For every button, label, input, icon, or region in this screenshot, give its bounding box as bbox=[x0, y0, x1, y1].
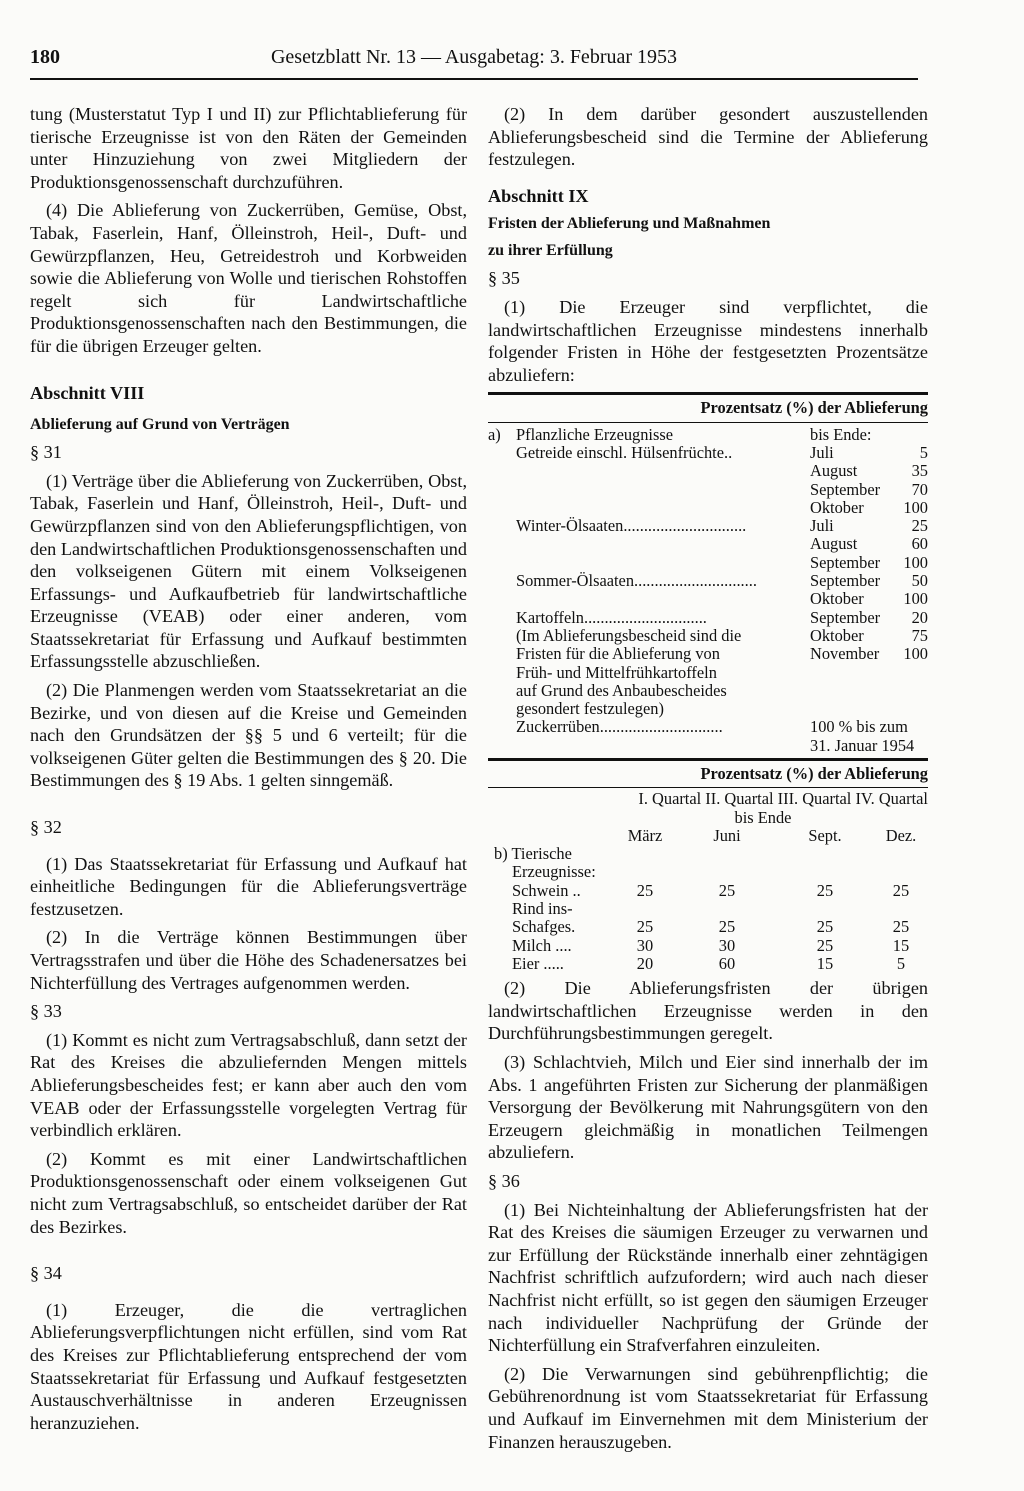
table-row bbox=[488, 937, 928, 955]
row-key bbox=[488, 554, 516, 572]
row-percent: 25 bbox=[911, 516, 928, 536]
paragraph-number: § 36 bbox=[488, 1171, 520, 1191]
row-label: Pflanzliche Erzeugnisse bbox=[516, 425, 674, 444]
row-label: Zuckerrüben bbox=[516, 718, 600, 737]
cell-q1: 25 bbox=[636, 880, 654, 900]
row-label-cell bbox=[516, 664, 802, 682]
table-row bbox=[488, 737, 928, 755]
cell-q3: 25 bbox=[816, 935, 834, 955]
page-number: 180 bbox=[30, 46, 60, 68]
row-leader bbox=[516, 481, 802, 499]
table-body bbox=[488, 882, 928, 973]
row-label-cell bbox=[516, 682, 802, 700]
row-label: Schwein .. bbox=[512, 881, 581, 900]
row-key bbox=[488, 535, 516, 553]
row-term: September bbox=[810, 571, 881, 591]
paragraph-number: § 33 bbox=[30, 1001, 62, 1022]
cell-q2: 25 bbox=[718, 880, 736, 900]
cell-q2: 30 bbox=[718, 935, 736, 955]
row-key bbox=[488, 664, 516, 682]
row-term: August bbox=[810, 461, 858, 481]
table-row bbox=[488, 444, 928, 462]
table-row bbox=[488, 664, 928, 682]
row-percent: 100 bbox=[903, 589, 928, 609]
row-leader: .............................. bbox=[634, 572, 757, 591]
left-column bbox=[30, 103, 467, 1440]
row-label-cell bbox=[516, 499, 802, 517]
right-column bbox=[488, 103, 928, 1459]
section-title: Abschnitt VIII bbox=[30, 382, 145, 403]
row-term: Oktober bbox=[810, 589, 864, 609]
row-key bbox=[488, 609, 516, 627]
table-row bbox=[488, 682, 928, 700]
row-label: Fristen für die Ablieferung von bbox=[516, 645, 720, 664]
row-label: Milch .... bbox=[512, 936, 572, 955]
paragraph: (1) Erzeuger, die die vertraglichen Ablieferungsverpflichtungen nicht erfüllen, sind vom Rat des Kreises zur Pflichtablieferung entsprechend der vom Staatssekretariat für Erfassung und Aufkauf festgesetzten Austauschverhältnisse in anderen Erzeugnissen heranzuziehen. bbox=[30, 1299, 467, 1433]
row-label: Rind ins- bbox=[512, 900, 573, 919]
table-row bbox=[488, 517, 928, 535]
row-key bbox=[488, 499, 516, 517]
row-label: Getreide einschl. Hülsenfrüchte bbox=[516, 443, 724, 462]
row-leader bbox=[673, 426, 802, 444]
row-label: Sommer-Ölsaaten bbox=[516, 572, 635, 591]
row-term: Juli bbox=[810, 516, 834, 536]
paragraph: (1) Kommt es nicht zum Vertragsabschluß, dann setzt der Rat des Kreises die abzuliefernden Mengen mittels Ablieferungsbescheides fest; er kann aber auch den vom VEAB oder der Erfassungsstelle vorgelegten Vertrag für verbindlich erklären. bbox=[30, 1029, 467, 1141]
section-subtitle: Fristen der Ablieferung und Maßnahmen bbox=[488, 215, 771, 233]
table-row bbox=[488, 590, 928, 608]
cell-q2: 60 bbox=[718, 953, 736, 973]
paragraph-number: § 31 bbox=[30, 442, 62, 463]
quarter-header: I. Quartal II. Quartal III. Quartal IV. Quartal bbox=[638, 789, 928, 809]
month-label: Juni bbox=[713, 825, 741, 845]
row-term: 100 % bis zum bbox=[810, 717, 908, 737]
row-term bbox=[802, 700, 900, 718]
row-percent bbox=[900, 426, 928, 444]
table-header: Prozentsatz (%) der Ablieferung bbox=[700, 398, 928, 418]
paragraph: (2) Die Verwarnungen sind gebührenpflichtig; die Gebührenordnung ist vom Staatssekretariat für Erfassung und Aufkauf im Einvernehmen mit dem Ministerium der Finanzen herauszugeben. bbox=[488, 1363, 928, 1452]
row-label-cell bbox=[516, 444, 802, 462]
table-row bbox=[488, 955, 928, 973]
row-leader bbox=[741, 627, 802, 645]
row-key bbox=[488, 444, 516, 462]
row-leader bbox=[516, 737, 802, 755]
row-percent bbox=[900, 664, 928, 682]
row-label-cell bbox=[516, 426, 802, 444]
row-term: Juli bbox=[810, 442, 834, 462]
table-row bbox=[488, 718, 928, 736]
paragraph: (1) Das Staatssekretariat für Erfassung und Aufkauf hat einheitliche Bedingungen für die Ablieferungsverträge festzusetzen. bbox=[30, 853, 467, 919]
paragraph: (1) Verträge über die Ablieferung von Zuckerrüben, Obst, Tabak, Faserlein und Hanf, Ölleinstroh, Heil-, Duft- und Gewürzpflanzen sind von den Ablieferungspflichtigen, von den Landwirtschaftlichen Produktionsgenossenschaften und den volkseigenen Gütern mit einem Volkseigenen Erfassungs- und Aufkaufbetrieb für landwirtschaftliche Erzeugnisse (VEAB) oder einer anderen, vom Staatssekretariat für Erfassung und Aufkauf bestimmten Erfassungsstelle abzuschließen. bbox=[30, 470, 467, 672]
row-key bbox=[488, 481, 516, 499]
paragraph: tung (Musterstatut Typ I und II) zur Pflichtablieferung für tierische Erzeugnisse ist von den Räten der Gemeinden unter Hinzuziehung von zwei Mitgliedern der Produktionsgenossenschaft durchzuführen. bbox=[30, 104, 467, 192]
cell-q4: 5 bbox=[896, 953, 906, 973]
row-leader: .............................. bbox=[583, 608, 707, 627]
row-key: a) bbox=[488, 424, 501, 444]
row-leader bbox=[516, 499, 802, 517]
row-label-cell bbox=[516, 718, 802, 736]
row-key bbox=[488, 737, 516, 755]
cell-q1 bbox=[612, 900, 678, 918]
row-term: November bbox=[810, 644, 880, 664]
row-term: Oktober bbox=[810, 625, 864, 645]
section-subtitle: zu ihrer Erfüllung bbox=[488, 242, 613, 260]
row-term bbox=[802, 664, 900, 682]
b-label: b) Tierische bbox=[494, 844, 572, 864]
table-row bbox=[488, 627, 928, 645]
page-header bbox=[30, 46, 918, 80]
row-percent bbox=[900, 718, 928, 736]
cell-q3: 25 bbox=[816, 917, 834, 937]
month-label: Dez. bbox=[885, 825, 917, 845]
row-term: August bbox=[810, 534, 858, 554]
cell-q4: 15 bbox=[892, 935, 910, 955]
table-row bbox=[488, 609, 928, 627]
row-leader bbox=[664, 700, 802, 718]
table-row bbox=[488, 535, 928, 553]
row-key bbox=[488, 590, 516, 608]
row-key bbox=[488, 700, 516, 718]
months-row bbox=[488, 827, 928, 845]
row-label: Eier ..... bbox=[512, 954, 564, 973]
cell-q1: 20 bbox=[636, 953, 654, 973]
row-label: Früh- und Mittelfrühkartoffeln bbox=[516, 663, 717, 682]
table-row bbox=[488, 700, 928, 718]
row-term: bis Ende: bbox=[810, 424, 872, 444]
paragraph: (1) Die Erzeuger sind verpflichtet, die landwirtschaftlichen Erzeugnisse mindestens innerhalb folgender Fristen in Höhe der festgesetzten Prozentsätze abzuliefern: bbox=[488, 296, 928, 385]
row-label-cell bbox=[516, 554, 802, 572]
row-label-cell bbox=[516, 517, 802, 535]
paragraph-number: § 32 bbox=[30, 817, 62, 838]
month-label: März bbox=[627, 825, 663, 845]
row-leader bbox=[516, 462, 802, 480]
table-row bbox=[488, 462, 928, 480]
row-key bbox=[488, 682, 516, 700]
row-percent: 5 bbox=[919, 442, 928, 462]
row-leader: .. bbox=[724, 443, 733, 462]
row-label: auf Grund des Anbaubescheides bbox=[516, 681, 727, 700]
row-percent: 100 bbox=[903, 497, 928, 517]
row-leader bbox=[727, 682, 802, 700]
row-label: Kartoffeln bbox=[516, 608, 584, 627]
header-title: Gesetzblatt Nr. 13 — Ausgabetag: 3. Februar 1953 bbox=[270, 46, 678, 68]
paragraph: (2) In die Verträge können Bestimmungen über Vertragsstrafen und über die Höhe des Schadenersatzes bei Nichterfüllung des Vertrages aufgenommen werden. bbox=[30, 927, 467, 993]
row-label-cell bbox=[516, 572, 802, 590]
cell-q1: 30 bbox=[636, 935, 654, 955]
row-label-cell bbox=[516, 481, 802, 499]
row-percent bbox=[900, 737, 928, 755]
row-label-cell bbox=[516, 462, 802, 480]
row-key bbox=[488, 572, 516, 590]
cell-q4: 25 bbox=[892, 880, 910, 900]
row-percent: 20 bbox=[911, 607, 928, 627]
delivery-table-animal bbox=[488, 758, 928, 977]
row-percent: 35 bbox=[911, 461, 928, 481]
table-row bbox=[488, 554, 928, 572]
cell-q3: 15 bbox=[816, 953, 834, 973]
row-percent: 50 bbox=[911, 571, 928, 591]
bis-ende-label: bis Ende bbox=[734, 807, 792, 827]
row-leader bbox=[720, 645, 802, 663]
row-term: 31. Januar 1954 bbox=[810, 735, 915, 755]
paragraph-number: § 35 bbox=[488, 268, 520, 289]
paragraph-number: § 34 bbox=[30, 1263, 62, 1284]
row-percent bbox=[900, 700, 928, 718]
table-row bbox=[488, 918, 928, 936]
table-row bbox=[488, 645, 928, 663]
table-header: Prozentsatz (%) der Ablieferung bbox=[700, 763, 928, 783]
row-leader bbox=[516, 554, 802, 572]
table-row bbox=[488, 900, 928, 918]
cell-q4: 25 bbox=[892, 917, 910, 937]
cell-q2 bbox=[678, 900, 776, 918]
row-leader bbox=[516, 535, 802, 553]
row-percent: 100 bbox=[903, 644, 928, 664]
row-key bbox=[488, 645, 516, 663]
cell-q1: 25 bbox=[636, 917, 654, 937]
row-percent: 100 bbox=[903, 552, 928, 572]
row-label: Schafges. bbox=[512, 918, 576, 937]
section-subtitle: Ablieferung auf Grund von Verträgen bbox=[30, 416, 290, 434]
row-label-cell bbox=[516, 700, 802, 718]
row-term: Oktober bbox=[810, 497, 864, 517]
paragraph: (2) Die Ablieferungsfristen der übrigen landwirtschaftlichen Erzeugnisse werden in den Durchführungsbestimmungen geregelt. bbox=[488, 978, 928, 1044]
row-term bbox=[802, 682, 900, 700]
row-label: (Im Ablieferungsbescheid sind die bbox=[516, 626, 742, 645]
row-leader bbox=[516, 590, 802, 608]
paragraph: (2) Kommt es mit einer Landwirtschaftlichen Produktionsgenossenschaft oder einem volkseigenen Gut nicht zum Vertragsabschluß, so entscheidet darüber der Rat des Bezirkes. bbox=[30, 1148, 467, 1237]
month-label: Sept. bbox=[808, 825, 842, 845]
paragraph: (3) Schlachtvieh, Milch und Eier sind innerhalb der im Abs. 1 angeführten Fristen zur Sicherung der planmäßigen Versorgung der Bevölkerung mit Nahrungsgütern von den Erzeugern gleichmäßig in monatlichen Teilmengen abzuliefern. bbox=[488, 1052, 928, 1163]
paragraph: (1) Bei Nichteinhaltung der Ablieferungsfristen hat der Rat des Kreises die säumigen Erzeuger zu verwarnen und zur Erfüllung der Rückstände innerhalb einer zehntägigen Nachfrist schriftlich aufzufordern; wird auch nach dieser Nachfrist nicht erfüllt, so ist gegen den säumigen Erzeuger nach individueller Nachprüfung der Gründe der Nichterfüllung ein Strafverfahren einzuleiten. bbox=[488, 1199, 928, 1356]
row-label-cell bbox=[516, 645, 802, 663]
row-percent: 70 bbox=[911, 479, 928, 499]
table-row bbox=[488, 882, 928, 900]
table-row bbox=[488, 426, 928, 444]
row-percent bbox=[900, 682, 928, 700]
cell-q3 bbox=[776, 900, 874, 918]
paragraph: (2) In dem darüber gesondert auszustellenden Ablieferungsbescheid sind die Termine der Ablieferung festzulegen. bbox=[488, 104, 928, 170]
section-title: Abschnitt IX bbox=[488, 185, 589, 206]
row-label-cell bbox=[516, 535, 802, 553]
table-row bbox=[488, 572, 928, 590]
row-percent: 60 bbox=[911, 534, 928, 554]
row-label-cell bbox=[516, 737, 802, 755]
delivery-table-plant bbox=[488, 392, 928, 755]
row-key bbox=[488, 718, 516, 736]
row-leader bbox=[717, 664, 802, 682]
row-label: gesondert festzulegen) bbox=[516, 700, 664, 719]
row-key bbox=[488, 627, 516, 645]
row-leader: .............................. bbox=[599, 718, 723, 737]
paragraph: (2) Die Planmengen werden vom Staatssekretariat an die Bezirke, und von diesen auf die Kreise und Gemeinden nach den Grundsätzen der §§ 5 und 6 verteilt; für die volkseigenen Güter gelten die Bestimmungen des § 20. Die Bestimmungen des § 19 Abs. 1 gelten sinngemäß. bbox=[30, 680, 467, 791]
b-label-2: Erzeugnisse: bbox=[512, 862, 596, 882]
row-label-cell bbox=[516, 627, 802, 645]
row-key bbox=[488, 462, 516, 480]
row-term: September bbox=[810, 607, 881, 627]
cell-q2: 25 bbox=[718, 917, 736, 937]
row-key bbox=[488, 517, 516, 535]
table-row bbox=[488, 481, 928, 499]
row-term: September bbox=[810, 552, 881, 572]
table-row bbox=[488, 499, 928, 517]
row-label: Winter-Ölsaaten bbox=[516, 517, 624, 536]
cell-q3: 25 bbox=[816, 880, 834, 900]
cell-q4 bbox=[874, 900, 928, 918]
paragraph: (4) Die Ablieferung von Zuckerrüben, Gemüse, Obst, Tabak, Faserlein, Hanf, Ölleinstroh, Heil-, Duft- und Gewürzpflanzen, Heu, Getreidestroh und Korbweiden sowie die Ablieferung von Wolle und tierischen Rohstoffen regelt sich für Landwirtschaftliche Produktionsgenossenschaften nach den Bestimmungen, die für die übrigen Erzeuger gelten. bbox=[30, 200, 467, 356]
row-label-cell bbox=[516, 609, 802, 627]
table-body bbox=[488, 423, 928, 755]
row-term: September bbox=[810, 479, 881, 499]
row-percent: 75 bbox=[911, 625, 928, 645]
row-leader: .............................. bbox=[623, 517, 747, 536]
row-label-cell bbox=[516, 590, 802, 608]
